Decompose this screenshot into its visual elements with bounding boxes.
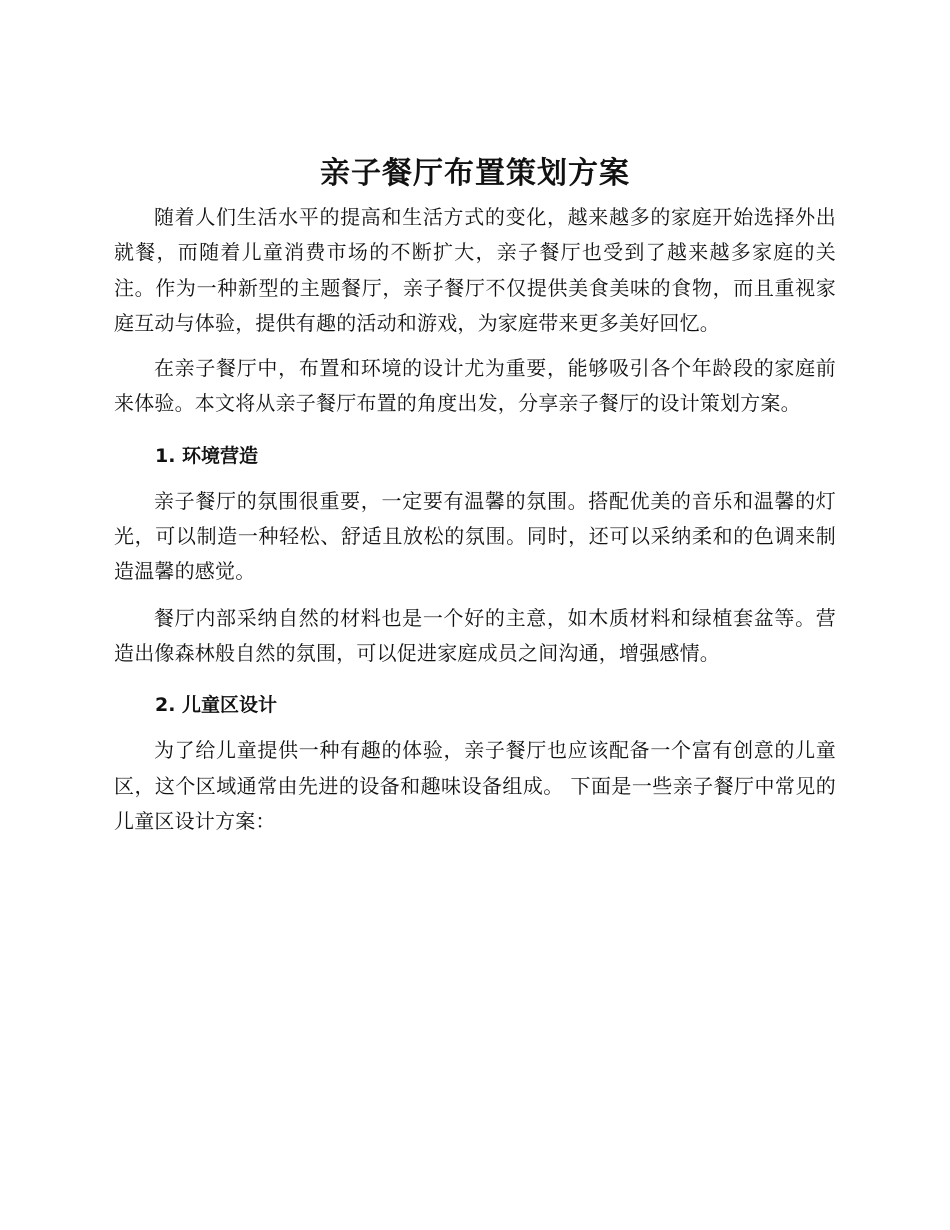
kids-area-paragraph-1: 为了给儿童提供一种有趣的体验，亲子餐厅也应该配备一个富有创意的儿童区，这个区域通常由先进的设备和趣味设备组成。 下面是一些亲子餐厅中常见的儿童区设计方案： bbox=[114, 738, 836, 833]
document-title: 亲子餐厅布置策划方案 bbox=[320, 156, 630, 191]
section-heading-environment: 1. 环境营造 bbox=[155, 444, 259, 467]
intro-paragraph-2: 在亲子餐厅中，布置和环境的设计尤为重要，能够吸引各个年龄段的家庭前来体验。本文将从亲子餐厅布置的角度出发，分享亲子餐厅的设计策划方案。 bbox=[114, 356, 836, 416]
environment-paragraph-1: 亲子餐厅的氛围很重要，一定要有温馨的氛围。搭配优美的音乐和温馨的灯光，可以制造一种轻松、舒适且放松的氛围。同时，还可以采纳柔和的色调来制造温馨的感觉。 bbox=[114, 488, 836, 584]
document-body bbox=[114, 148, 836, 839]
environment-paragraph-2: 餐厅内部采纳自然的材料也是一个好的主意，如木质材料和绿植套盆等。营造出像森林般自然的氛围，可以促进家庭成员之间沟通，增强感情。 bbox=[114, 605, 836, 665]
intro-paragraph-1: 随着人们生活水平的提高和生活方式的变化，越来越多的家庭开始选择外出就餐，而随着儿童消费市场的不断扩大，亲子餐厅也受到了越来越多家庭的关注。作为一种新型的主题餐厅，亲子餐厅不仅提供美食美味的食物，而且重视家庭互动与体验，提供有趣的活动和游戏，为家庭带来更多美好回忆。 bbox=[114, 205, 836, 335]
section-heading-kids-area: 2. 儿童区设计 bbox=[155, 694, 278, 717]
